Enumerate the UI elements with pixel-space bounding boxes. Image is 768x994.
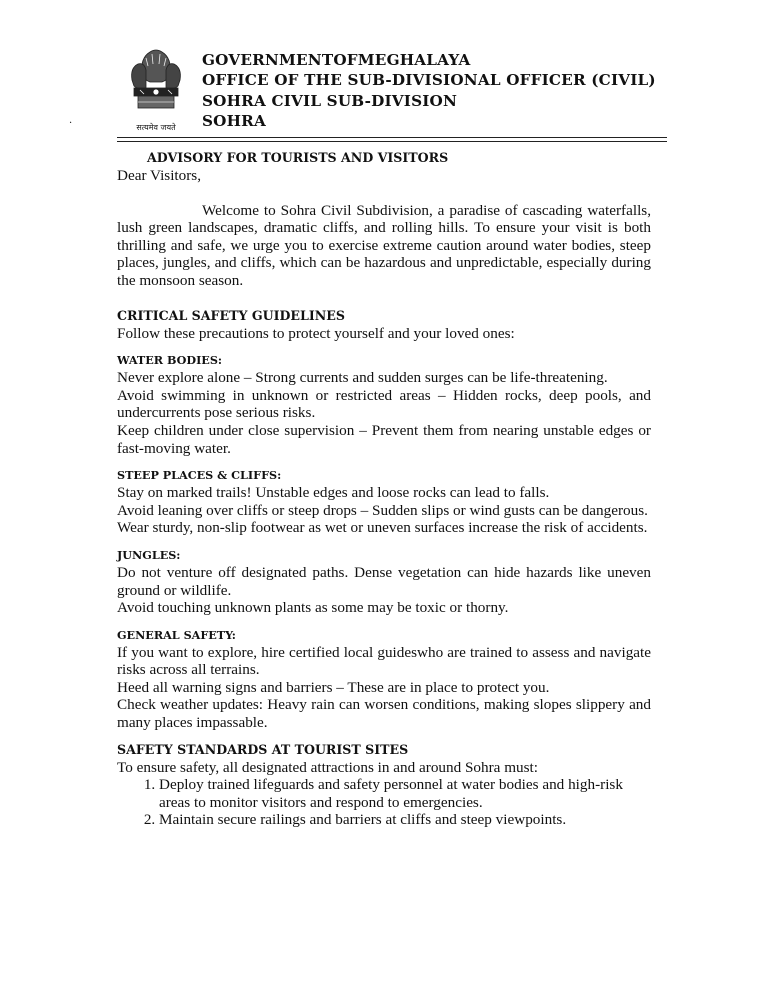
- steep-heading: STEEP PLACES & CLIFFS:: [117, 468, 282, 483]
- water-item: Avoid swimming in unknown or restricted areas – Hidden rocks, deep pools, and undercurrents pose serious risks.: [117, 386, 651, 422]
- spacer: [117, 290, 651, 307]
- header-rule-bottom: [117, 141, 667, 142]
- state-emblem-icon: [122, 44, 190, 136]
- location-name: SOHRA: [202, 112, 266, 131]
- spacer: [117, 537, 651, 546]
- spacer: [117, 732, 651, 741]
- spacer: [117, 457, 651, 466]
- general-heading: GENERAL SAFETY:: [117, 627, 236, 642]
- jungles-item: Do not venture off designated paths. Dense vegetation can hide hazards like uneven ground or wildlife.: [117, 563, 651, 599]
- letterhead: [0, 0, 768, 150]
- letterhead-lines: [202, 50, 656, 132]
- intro-paragraph: Welcome to Sohra Civil Subdivision, a paradise of cascading waterfalls, lush green landscapes, dramatic cliffs, and rolling hills. To ensure your visit is both thrilling and safe, we urge you to exercise extreme caution around water bodies, steep places, jungles, and cliffs, which can be hazardous and unpredictable, especially during the monsoon season.: [117, 201, 651, 289]
- list-item: 1. Deploy trained lifeguards and safety personnel at water bodies and high-risk areas to monitor visitors and respond to emergencies.: [159, 776, 651, 811]
- water-item: Never explore alone – Strong currents and sudden surges can be life-threatening.: [117, 369, 608, 387]
- guidelines-heading: CRITICAL SAFETY GUIDELINES: [117, 307, 345, 323]
- general-item: If you want to explore, hire certified local guideswho are trained to assess and navigate risks across all terrains.: [117, 643, 651, 679]
- office-name: OFFICE OF THE SUB-DIVISIONAL OFFICER (CIVIL): [202, 71, 656, 90]
- steep-item: Avoid leaning over cliffs or steep drops – Sudden slips or wind gusts can be dangerous.: [117, 501, 648, 519]
- advisory-body: [117, 149, 651, 829]
- spacer: [117, 185, 651, 202]
- jungles-item: Avoid touching unknown plants as some may be toxic or thorny.: [117, 599, 509, 617]
- general-item: Check weather updates: Heavy rain can worsen conditions, making slopes slippery and many places impassable.: [117, 696, 651, 732]
- emblem-motto: सत्यमेव जयते: [136, 123, 176, 132]
- steep-item: Stay on marked trails! Unstable edges and loose rocks can lead to falls.: [117, 484, 550, 502]
- header-rule-top: [117, 137, 667, 138]
- spacer: [117, 617, 651, 626]
- page-title: ADVISORY FOR TOURISTS AND VISITORS: [147, 150, 449, 165]
- standards-intro: To ensure safety, all designated attractions in and around Sohra must:: [117, 758, 538, 776]
- jungles-heading: JUNGLES:: [117, 547, 181, 562]
- stray-mark: .: [69, 115, 73, 126]
- standards-list: [117, 776, 651, 829]
- water-heading: WATER BODIES:: [117, 353, 223, 368]
- water-item: Keep children under close supervision – Prevent them from nearing unstable edges or fast-moving water.: [117, 421, 651, 457]
- govt-name: GOVERNMENTOFMEGHALAYA: [202, 51, 471, 69]
- subdivision-name: SOHRA CIVIL SUB-DIVISION: [202, 91, 458, 110]
- general-item: Heed all warning signs and barriers – These are in place to protect you.: [117, 678, 550, 696]
- salutation: Dear Visitors,: [117, 167, 202, 184]
- guidelines-intro: Follow these precautions to protect yourself and your loved ones:: [117, 324, 515, 342]
- spacer: [117, 342, 651, 351]
- list-item: 2. Maintain secure railings and barriers at cliffs and steep viewpoints.: [159, 811, 651, 829]
- standards-heading: SAFETY STANDARDS AT TOURIST SITES: [117, 741, 409, 757]
- steep-item: Wear sturdy, non-slip footwear as wet or uneven surfaces increase the risk of accidents.: [117, 519, 648, 537]
